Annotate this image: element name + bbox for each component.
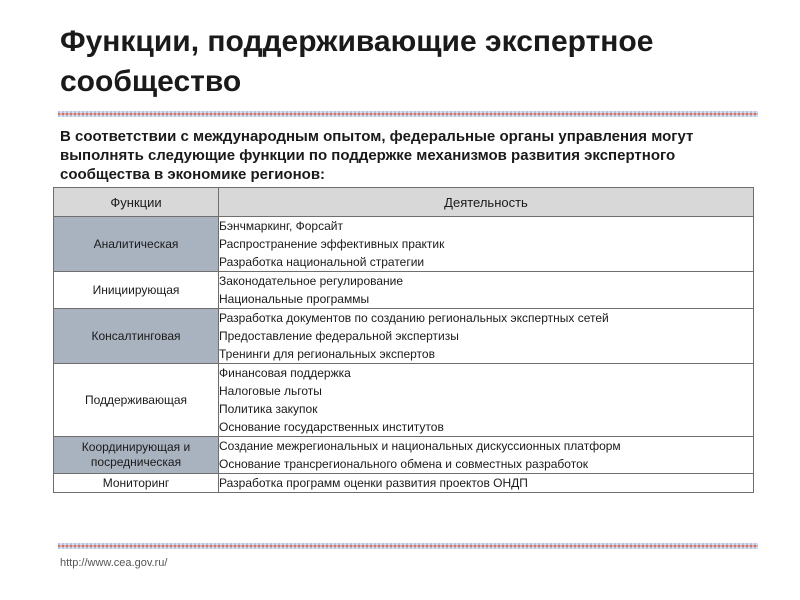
activity-item: Тренинги для региональных экспертов xyxy=(219,347,435,361)
slide-title: Функции, поддерживающие экспертное сообщество xyxy=(60,25,654,98)
table-header-row xyxy=(54,188,754,217)
activity-item: Разработка национальной стратегии xyxy=(219,255,425,269)
table-row xyxy=(54,309,754,364)
activity-item: Национальные программы xyxy=(219,292,370,306)
activities-cell xyxy=(219,474,754,493)
activities-cell xyxy=(219,437,754,474)
activities-cell xyxy=(219,364,754,437)
activity-item: Распространение эффективных практик xyxy=(219,237,445,251)
activity-item: Основание государственных институтов xyxy=(219,420,444,434)
header-activities: Деятельность xyxy=(219,188,754,217)
footer-divider xyxy=(58,543,758,549)
activity-item: Разработка программ оценки развития проектов ОНДП xyxy=(219,476,528,490)
activity-item: Основание трансрегионального обмена и совместных разработок xyxy=(219,457,588,471)
activity-item: Разработка документов по созданию региональных экспертных сетей xyxy=(219,311,609,325)
activity-item: Законодательное регулирование xyxy=(219,274,404,288)
activity-item: Налоговые льготы xyxy=(219,384,322,398)
function-name: Мониторинг xyxy=(54,474,219,493)
function-name: Координирующая и посредническая xyxy=(54,437,219,474)
activity-item: Предоставление федеральной экспертизы xyxy=(219,329,459,343)
activity-item: Бэнчмаркинг, Форсайт xyxy=(219,219,343,233)
header-functions: Функции xyxy=(54,188,219,217)
activity-item: Политика закупок xyxy=(219,402,318,416)
functions-table xyxy=(53,187,754,493)
activity-item: Создание межрегиональных и национальных дискуссионных платформ xyxy=(219,439,621,453)
table-row xyxy=(54,474,754,493)
table-row xyxy=(54,437,754,474)
function-name: Инициирующая xyxy=(54,272,219,309)
function-name: Консалтинговая xyxy=(54,309,219,364)
function-name: Аналитическая xyxy=(54,217,219,272)
activities-cell xyxy=(219,309,754,364)
table-row xyxy=(54,217,754,272)
activities-cell xyxy=(219,217,754,272)
source-url: http://www.cea.gov.ru/ xyxy=(60,557,168,569)
title-divider xyxy=(58,111,758,117)
activities-cell xyxy=(219,272,754,309)
activity-item: Финансовая поддержка xyxy=(219,366,351,380)
table-row xyxy=(54,364,754,437)
function-name: Поддерживающая xyxy=(54,364,219,437)
table-row xyxy=(54,272,754,309)
intro-text: В соответствии с международным опытом, федеральные органы управления могут выполнять следующие функции по поддержке механизмов развития экспертного сообщества в экономике регионов: xyxy=(60,128,694,183)
table-body xyxy=(54,217,754,493)
